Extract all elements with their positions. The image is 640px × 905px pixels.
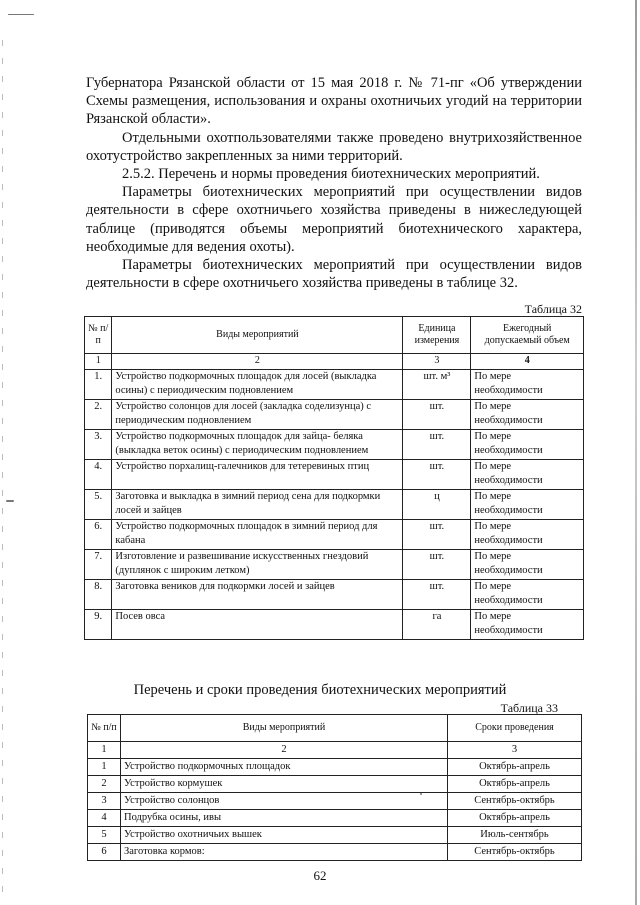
activity-name: Устройство солонцов для лосей (закладка соделизунца) с периодическим подновлением (112, 400, 403, 430)
table32-header-num: № п/п (85, 317, 112, 354)
table-row (88, 759, 582, 776)
volume-cell: По мере необходимости (471, 460, 584, 490)
activity-name: Подрубка осины, ивы (121, 810, 448, 827)
body-text (86, 74, 582, 292)
table33-header-dates: Сроки проведения (448, 715, 582, 742)
row-number: 2 (88, 776, 121, 793)
table32-index-cell: 2 (112, 354, 403, 370)
volume-cell: По мере необходимости (471, 490, 584, 520)
row-number: 4 (88, 810, 121, 827)
section-heading-2-5-2: 2.5.2. Перечень и нормы проведения биотехнических мероприятий. (122, 166, 540, 183)
row-number: 7. (85, 550, 112, 580)
table-row (85, 370, 584, 400)
table-row (85, 400, 584, 430)
table33-caption: Таблица 33 (500, 701, 558, 715)
row-number: 2. (85, 400, 112, 430)
activity-name: Устройство подкормочных площадок (121, 759, 448, 776)
activity-name: Устройство подкормочных площадок в зимний период для кабана (112, 520, 403, 550)
table32-index-row (85, 354, 584, 370)
activity-name: Устройство охотничьих вышек (121, 827, 448, 844)
activity-name: Изготовление и развешивание искусственных гнездовий (дуплянок с широким летком) (112, 550, 403, 580)
table-row (85, 460, 584, 490)
activity-name: Заготовка и выкладка в зимний период сена для подкормки лосей и зайцев (112, 490, 403, 520)
unit-cell: шт. (403, 430, 471, 460)
table32-caption: Таблица 32 (524, 302, 582, 316)
table32-header-volume: Ежегодный допускаемый объем (471, 317, 584, 354)
dates-cell: Сентябрь-октябрь (448, 793, 582, 810)
activity-name: Устройство кормушек (121, 776, 448, 793)
volume-cell: По мере необходимости (471, 610, 584, 640)
table-row (85, 550, 584, 580)
activity-name: Устройство солонцов (121, 793, 448, 810)
table-row (88, 844, 582, 861)
volume-cell: По мере необходимости (471, 400, 584, 430)
table32-index-cell: 4 (471, 354, 584, 370)
table33-header-num: № п/п (88, 715, 121, 742)
table33-index-cell: 1 (88, 742, 121, 759)
row-number: 3. (85, 430, 112, 460)
scan-speck (8, 14, 34, 15)
volume-cell: По мере необходимости (471, 580, 584, 610)
unit-cell: шт. (403, 400, 471, 430)
activity-name: Устройство порхалищ-галечников для тетеревиных птиц (112, 460, 403, 490)
scan-speck (6, 500, 14, 502)
table32-header-unit: Единица измерения (403, 317, 471, 354)
volume-cell: По мере необходимости (471, 370, 584, 400)
row-number: 8. (85, 580, 112, 610)
dates-cell: Июль-сентябрь (448, 827, 582, 844)
table-row (85, 490, 584, 520)
table32-header-row (85, 317, 584, 354)
row-number: 1 (88, 759, 121, 776)
unit-cell: шт. (403, 580, 471, 610)
dates-cell: Октябрь-апрель (448, 776, 582, 793)
table-row (85, 430, 584, 460)
unit-cell: шт. (403, 550, 471, 580)
table-row (85, 520, 584, 550)
scan-edge-left (2, 40, 3, 900)
paragraph-internal-survey: Отдельными охотпользователями также проведено внутрихозяйственное охотустройство закрепленных за ними территорий. (86, 129, 582, 164)
dates-cell: Октябрь-апрель (448, 810, 582, 827)
table-row (88, 827, 582, 844)
table33-index-row (88, 742, 582, 759)
table-row (88, 776, 582, 793)
table32-index-cell: 3 (403, 354, 471, 370)
table33-header-activity: Виды мероприятий (121, 715, 448, 742)
dates-cell: Сентябрь-октябрь (448, 844, 582, 861)
scan-edge-right (635, 0, 637, 905)
row-number: 4. (85, 460, 112, 490)
table33-title: Перечень и сроки проведения биотехнических мероприятий (133, 682, 507, 698)
table33 (87, 714, 582, 861)
unit-cell: шт. (403, 520, 471, 550)
table32-index-cell: 1 (85, 354, 112, 370)
table-row (88, 793, 582, 810)
activity-name: Посев овса (112, 610, 403, 640)
table32 (84, 316, 584, 640)
paragraph-parameters-intro: Параметры биотехнических мероприятий при осуществлении видов деятельности в сфере охотничьего хозяйства приведены в нижеследующей таблице (приводятся объемы мероприятий биотехнического характера, необходимые для ведения охоты). (86, 184, 582, 255)
activity-name: Устройство подкормочных площадок для зайца- беляка (выкладка веток осины) с периодическим подновлением (112, 430, 403, 460)
page-number: 62 (313, 868, 327, 883)
row-number: 1. (85, 370, 112, 400)
activity-name: Заготовка веников для подкормки лосей и зайцев (112, 580, 403, 610)
table32-header-activity: Виды мероприятий (112, 317, 403, 354)
table-row (85, 610, 584, 640)
row-number: 5. (85, 490, 112, 520)
table33-index-cell: 2 (121, 742, 448, 759)
volume-cell: По мере необходимости (471, 520, 584, 550)
volume-cell: По мере необходимости (471, 430, 584, 460)
row-number: 5 (88, 827, 121, 844)
paragraph-continuation: Губернатора Рязанской области от 15 мая 2018 г. № 71-пг «Об утверждении Схемы размещения, использования и охраны охотничьих угодий на территории Рязанской области». (86, 75, 582, 128)
activity-name: Заготовка кормов: (121, 844, 448, 861)
dates-cell: Октябрь-апрель (448, 759, 582, 776)
unit-cell: шт. м³ (403, 370, 471, 400)
table33-index-cell: 3 (448, 742, 582, 759)
row-number: 6 (88, 844, 121, 861)
unit-cell: шт. (403, 460, 471, 490)
activity-name: Устройство подкормочных площадок для лосей (выкладка осины) с периодическим подновлением (112, 370, 403, 400)
paragraph-table32-ref: Параметры биотехнических мероприятий при осуществлении видов деятельности в сфере охотничьего хозяйства приведены в таблице 32. (86, 257, 582, 292)
table33-header-row (88, 715, 582, 742)
volume-cell: По мере необходимости (471, 550, 584, 580)
unit-cell: га (403, 610, 471, 640)
row-number: 9. (85, 610, 112, 640)
unit-cell: ц (403, 490, 471, 520)
table-row (88, 810, 582, 827)
row-number: 6. (85, 520, 112, 550)
table-row (85, 580, 584, 610)
row-number: 3 (88, 793, 121, 810)
